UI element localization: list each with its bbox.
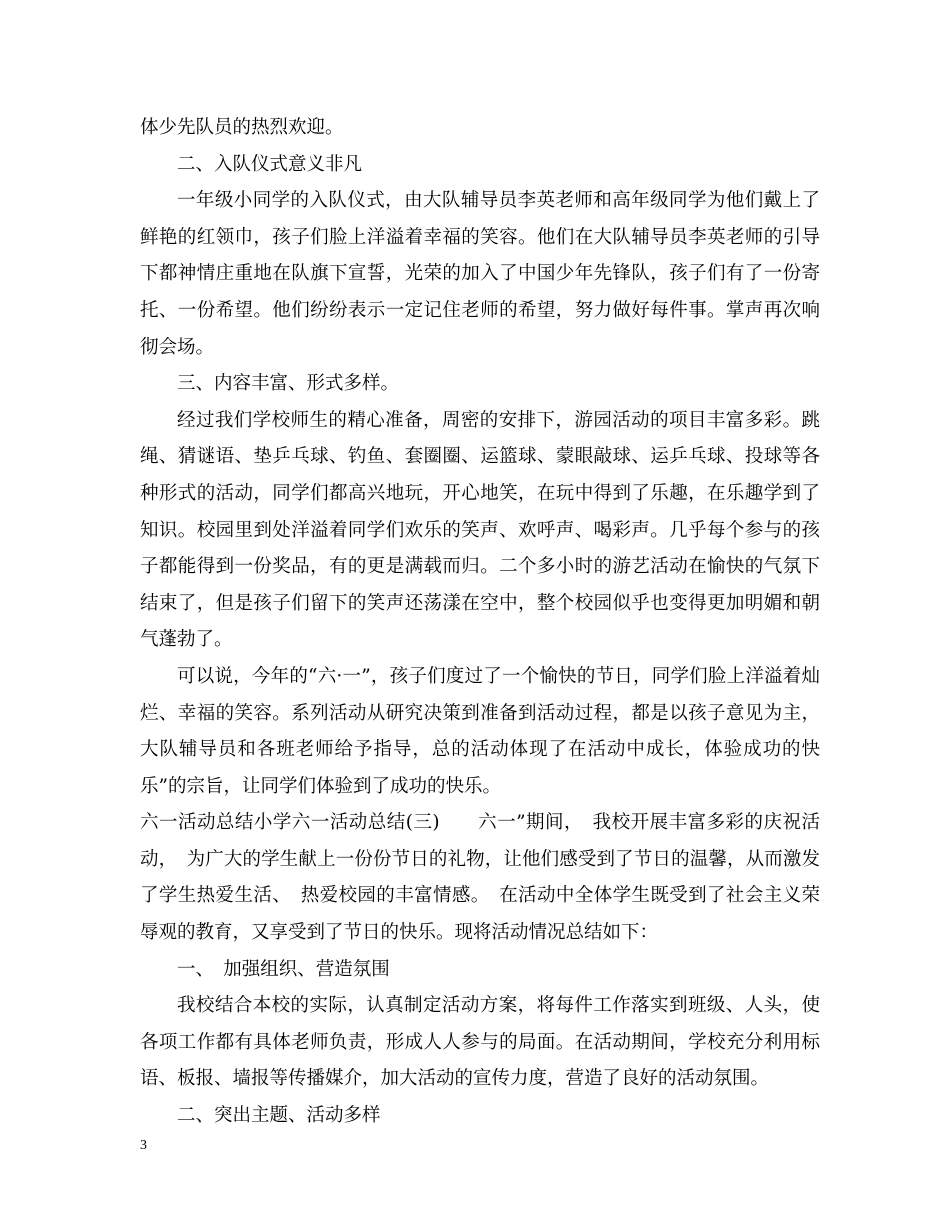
section-heading: 三、内容丰富、形式多样。: [177, 373, 400, 395]
paragraph: 可以说，今年的“六·一”，孩子们度过了一个愉快的节日，同学们脸上洋溢着灿烂、幸福的笑容。系列活动从研究决策到准备到活动过程，都是以孩子意见为主，大队辅导员和各班老师给予指导，总的活动体现了在活动中成长，体验成功的快乐”的宗旨，让同学们体验到了成功的快乐。: [140, 665, 820, 797]
page-number: 3: [140, 1138, 147, 1153]
section-heading: 一、 加强组织、营造氛围: [177, 958, 390, 980]
paragraph: 经过我们学校师生的精心准备，周密的安排下，游园活动的项目丰富多彩。跳绳、猜谜语、垫乒乓球、钓鱼、套圈圈、运篮球、蒙眼敲球、运乒乓球、投球等各种形式的活动，同学们都高兴地玩，开心地笑，在玩中得到了乐趣，在乐趣学到了知识。校园里到处洋溢着同学们欢乐的笑声、欢呼声、喝彩声。几乎每个参与的孩子都能得到一份奖品，有的更是满载而归。二个多小时的游艺活动在愉快的气氛下结束了，但是孩子们留下的笑声还荡漾在空中，整个校园似乎也变得更加明媚和朝气蓬勃了。: [140, 409, 820, 651]
section-heading: 二、入队仪式意义非凡: [177, 153, 363, 175]
document-body: [140, 110, 820, 1135]
paragraph: 我校结合本校的实际，认真制定活动方案，将每件工作落实到班级、人头，使各项工作都有具体老师负责，形成人人参与的局面。在活动期间，学校充分利用标语、板报、墙报等传播媒介，加大活动的宣传力度，营造了良好的活动氛围。: [140, 995, 820, 1090]
paragraph: 一年级小同学的入队仪式，由大队辅导员李英老师和高年级同学为他们戴上了鲜艳的红领巾，孩子们脸上洋溢着幸福的笑容。他们在大队辅导员李英老师的引导下都神情庄重地在队旗下宣誓，光荣的加入了中国少年先锋队，孩子们有了一份寄托、一份希望。他们纷纷表示一定记住老师的希望，努力做好每件事。掌声再次响彻会场。: [140, 190, 820, 358]
paragraph: 六一活动总结小学六一活动总结(三) 六一”期间， 我校开展丰富多彩的庆祝活动， 为广大的学生献上一份份节日的礼物，让他们感受到了节日的温馨，从而激发了学生热爱生活、 热爱校园的丰富情感。 在活动中全体学生既受到了社会主义荣辱观的教育，又享受到了节日的快乐。现将活动情况总结如下：: [140, 812, 820, 944]
section-heading: 二、突出主题、活动多样: [177, 1105, 381, 1127]
paragraph: 体少先队员的热烈欢迎。: [140, 117, 344, 138]
